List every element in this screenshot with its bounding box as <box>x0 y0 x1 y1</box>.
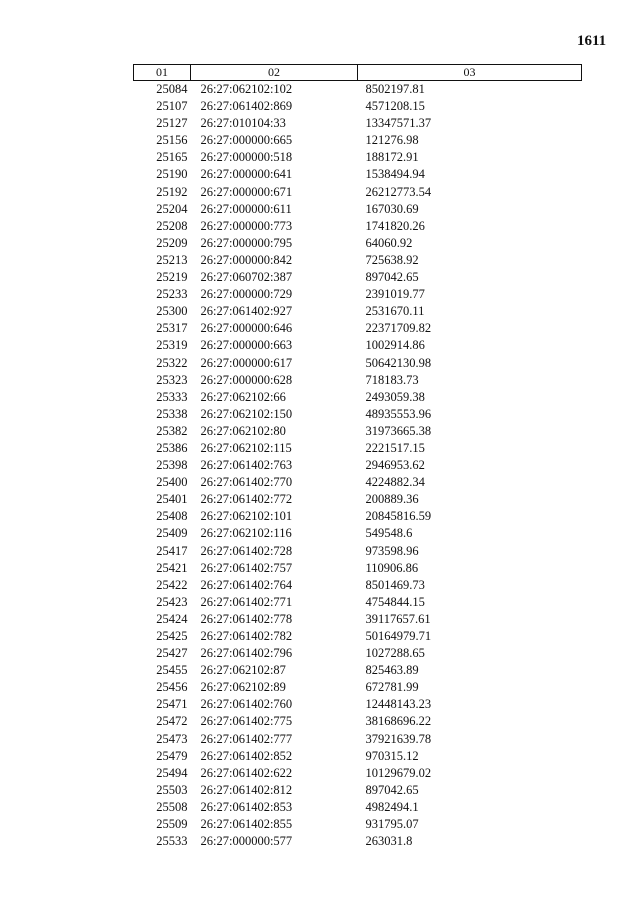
row-number-cell: 25421 <box>156 560 188 575</box>
table-row <box>134 611 582 628</box>
table-row <box>134 543 582 560</box>
row-number-cell: 25417 <box>156 543 188 558</box>
value-cell: 12448143.23 <box>365 697 432 712</box>
cadastral-number-cell: 26:27:061402:771 <box>200 594 293 609</box>
row-number-cell: 25400 <box>156 475 188 490</box>
table-row <box>134 98 582 115</box>
row-number-cell: 25233 <box>156 287 188 302</box>
cadastral-number-cell: 26:27:061402:763 <box>200 458 293 473</box>
row-number-cell: 25213 <box>156 252 188 267</box>
value-cell: 4982494.1 <box>365 799 419 814</box>
cadastral-number-cell: 26:27:000000:773 <box>200 218 293 233</box>
table-row <box>134 406 582 423</box>
value-cell: 4571208.15 <box>365 99 425 114</box>
row-number-cell: 25338 <box>156 406 188 421</box>
table-row <box>134 594 582 611</box>
value-cell: 718183.73 <box>365 372 419 387</box>
row-number-cell: 25471 <box>156 697 188 712</box>
page-number: 1611 <box>577 33 607 49</box>
value-cell: 4224882.34 <box>365 475 425 490</box>
value-cell: 825463.89 <box>365 663 419 678</box>
cadastral-number-cell: 26:27:000000:729 <box>200 287 293 302</box>
row-number-cell: 25456 <box>156 680 188 695</box>
cadastral-number-cell: 26:27:061402:782 <box>200 629 293 643</box>
cadastral-number-cell: 26:27:000000:646 <box>200 321 293 336</box>
table-row <box>134 201 582 218</box>
table-row <box>134 286 582 303</box>
row-number-cell: 25107 <box>156 99 188 114</box>
row-number-cell: 25382 <box>156 423 188 438</box>
data-table-container <box>133 64 581 850</box>
value-cell: 897042.65 <box>365 270 419 285</box>
table-row <box>134 252 582 269</box>
cadastral-number-cell: 26:27:000000:641 <box>200 167 293 182</box>
row-number-cell: 25509 <box>156 817 188 832</box>
row-number-cell: 25425 <box>156 629 188 643</box>
value-cell: 48935553.96 <box>365 406 432 421</box>
cadastral-number-cell: 26:27:010104:33 <box>200 116 286 131</box>
value-cell: 50164979.71 <box>365 629 432 643</box>
table-row <box>134 833 582 850</box>
table-body <box>134 81 582 851</box>
value-cell: 167030.69 <box>365 201 419 216</box>
table-row <box>134 799 582 816</box>
value-cell: 1027288.65 <box>365 646 425 661</box>
table-row <box>134 474 582 491</box>
cadastral-number-cell: 26:27:000000:611 <box>200 201 292 216</box>
column-header-02: 02 <box>191 65 358 81</box>
value-cell: 26212773.54 <box>365 184 432 199</box>
table-row <box>134 508 582 525</box>
row-number-cell: 25323 <box>156 372 188 387</box>
table-header <box>134 65 582 81</box>
cadastral-number-cell: 26:27:062102:115 <box>200 440 292 455</box>
cadastral-number-cell: 26:27:061402:778 <box>200 611 293 626</box>
row-number-cell: 25423 <box>156 594 188 609</box>
row-number-cell: 25319 <box>156 338 188 353</box>
cadastral-number-cell: 26:27:000000:663 <box>200 338 293 353</box>
cadastral-number-cell: 26:27:060702:387 <box>200 270 293 285</box>
value-cell: 200889.36 <box>365 492 419 507</box>
cadastral-number-cell: 26:27:061402:812 <box>200 782 293 797</box>
cadastral-number-cell: 26:27:000000:628 <box>200 372 293 387</box>
table-row <box>134 816 582 833</box>
row-number-cell: 25219 <box>156 270 188 285</box>
cadastral-number-cell: 26:27:062102:116 <box>200 526 292 541</box>
cadastral-number-cell: 26:27:062102:87 <box>200 663 286 678</box>
value-cell: 2946953.62 <box>365 458 425 473</box>
row-number-cell: 25472 <box>156 714 188 729</box>
table-row <box>134 337 582 354</box>
row-number-cell: 25409 <box>156 526 188 541</box>
table-row <box>134 372 582 389</box>
cadastral-number-cell: 26:27:000000:671 <box>200 184 293 199</box>
cadastral-number-cell: 26:27:061402:764 <box>200 577 293 592</box>
row-number-cell: 25084 <box>156 82 188 96</box>
table-row <box>134 166 582 183</box>
row-number-cell: 25208 <box>156 218 188 233</box>
table-row <box>134 81 582 99</box>
row-number-cell: 25398 <box>156 458 188 473</box>
value-cell: 39117657.61 <box>365 611 431 626</box>
column-header-03: 03 <box>358 65 582 81</box>
value-cell: 31973665.38 <box>365 423 432 438</box>
row-number-cell: 25192 <box>156 184 188 199</box>
value-cell: 2493059.38 <box>365 389 425 404</box>
row-number-cell: 25508 <box>156 799 188 814</box>
value-cell: 2391019.77 <box>365 287 425 302</box>
row-number-cell: 25533 <box>156 834 188 849</box>
value-cell: 20845816.59 <box>365 509 432 524</box>
data-table <box>133 64 582 850</box>
table-row <box>134 320 582 337</box>
value-cell: 37921639.78 <box>365 731 432 746</box>
row-number-cell: 25479 <box>156 748 188 763</box>
row-number-cell: 25156 <box>156 133 188 148</box>
cadastral-number-cell: 26:27:061402:770 <box>200 475 293 490</box>
cadastral-number-cell: 26:27:061402:777 <box>200 731 293 746</box>
value-cell: 970315.12 <box>365 748 419 763</box>
row-number-cell: 25422 <box>156 577 188 592</box>
value-cell: 8501469.73 <box>365 577 425 592</box>
cadastral-number-cell: 26:27:061402:775 <box>200 714 293 729</box>
value-cell: 1538494.94 <box>365 167 425 182</box>
table-row <box>134 235 582 252</box>
row-number-cell: 25204 <box>156 201 188 216</box>
cadastral-number-cell: 26:27:061402:852 <box>200 748 293 763</box>
table-row <box>134 628 582 645</box>
value-cell: 897042.65 <box>365 782 419 797</box>
row-number-cell: 25401 <box>156 492 188 507</box>
table-row <box>134 149 582 166</box>
cadastral-number-cell: 26:27:061402:869 <box>200 99 293 114</box>
cadastral-number-cell: 26:27:062102:89 <box>200 680 286 695</box>
value-cell: 1741820.26 <box>365 218 425 233</box>
row-number-cell: 25300 <box>156 304 188 319</box>
value-cell: 188172.91 <box>365 150 419 165</box>
table-row <box>134 184 582 201</box>
value-cell: 4754844.15 <box>365 594 425 609</box>
value-cell: 263031.8 <box>365 834 413 849</box>
table-row <box>134 577 582 594</box>
table-row <box>134 423 582 440</box>
table-row <box>134 355 582 372</box>
value-cell: 1002914.86 <box>365 338 425 353</box>
table-row <box>134 765 582 782</box>
cadastral-number-cell: 26:27:061402:728 <box>200 543 293 558</box>
row-number-cell: 25494 <box>156 765 188 780</box>
value-cell: 13347571.37 <box>365 116 432 131</box>
table-row <box>134 662 582 679</box>
cadastral-number-cell: 26:27:061402:772 <box>200 492 293 507</box>
row-number-cell: 25322 <box>156 355 188 370</box>
cadastral-number-cell: 26:27:061402:757 <box>200 560 293 575</box>
value-cell: 931795.07 <box>365 817 419 832</box>
table-row <box>134 645 582 662</box>
table-row <box>134 303 582 320</box>
value-cell: 121276.98 <box>365 133 419 148</box>
table-row <box>134 679 582 696</box>
row-number-cell: 25127 <box>156 116 188 131</box>
cadastral-number-cell: 26:27:061402:927 <box>200 304 293 319</box>
row-number-cell: 25455 <box>156 663 188 678</box>
value-cell: 8502197.81 <box>365 82 425 96</box>
table-row <box>134 440 582 457</box>
value-cell: 2221517.15 <box>365 440 425 455</box>
table-row <box>134 457 582 474</box>
cadastral-number-cell: 26:27:061402:853 <box>200 799 293 814</box>
value-cell: 38168696.22 <box>365 714 432 729</box>
cadastral-number-cell: 26:27:000000:842 <box>200 252 293 267</box>
cadastral-number-cell: 26:27:000000:617 <box>200 355 293 370</box>
cadastral-number-cell: 26:27:062102:150 <box>200 406 293 421</box>
table-row <box>134 748 582 765</box>
cadastral-number-cell: 26:27:062102:66 <box>200 389 286 404</box>
row-number-cell: 25427 <box>156 646 188 661</box>
cadastral-number-cell: 26:27:062102:102 <box>200 82 293 96</box>
row-number-cell: 25503 <box>156 782 188 797</box>
table-row <box>134 218 582 235</box>
value-cell: 549548.6 <box>365 526 413 541</box>
value-cell: 2531670.11 <box>365 304 425 319</box>
value-cell: 64060.92 <box>365 235 413 250</box>
value-cell: 725638.92 <box>365 252 419 267</box>
row-number-cell: 25333 <box>156 389 188 404</box>
table-row <box>134 132 582 149</box>
table-row <box>134 269 582 286</box>
row-number-cell: 25408 <box>156 509 188 524</box>
cadastral-number-cell: 26:27:062102:101 <box>200 509 293 524</box>
cadastral-number-cell: 26:27:061402:855 <box>200 817 293 832</box>
column-header-01: 01 <box>134 65 191 81</box>
value-cell: 110906.86 <box>365 560 419 575</box>
table-row <box>134 782 582 799</box>
table-row <box>134 389 582 406</box>
row-number-cell: 25424 <box>156 611 188 626</box>
table-header-row <box>134 65 582 81</box>
row-number-cell: 25317 <box>156 321 188 336</box>
value-cell: 10129679.02 <box>365 765 432 780</box>
cadastral-number-cell: 26:27:062102:80 <box>200 423 286 438</box>
cadastral-number-cell: 26:27:061402:760 <box>200 697 293 712</box>
table-row <box>134 115 582 132</box>
table-row <box>134 713 582 730</box>
table-row <box>134 525 582 542</box>
cadastral-number-cell: 26:27:061402:622 <box>200 765 293 780</box>
value-cell: 672781.99 <box>365 680 419 695</box>
cadastral-number-cell: 26:27:000000:795 <box>200 235 293 250</box>
row-number-cell: 25386 <box>156 440 188 455</box>
table-row <box>134 731 582 748</box>
cadastral-number-cell: 26:27:000000:665 <box>200 133 293 148</box>
value-cell: 50642130.98 <box>365 355 432 370</box>
cadastral-number-cell: 26:27:000000:518 <box>200 150 293 165</box>
row-number-cell: 25165 <box>156 150 188 165</box>
cadastral-number-cell: 26:27:061402:796 <box>200 646 293 661</box>
row-number-cell: 25209 <box>156 235 188 250</box>
row-number-cell: 25190 <box>156 167 188 182</box>
value-cell: 22371709.82 <box>365 321 432 336</box>
table-row <box>134 560 582 577</box>
table-row <box>134 696 582 713</box>
value-cell: 973598.96 <box>365 543 419 558</box>
row-number-cell: 25473 <box>156 731 188 746</box>
cadastral-number-cell: 26:27:000000:577 <box>200 834 293 849</box>
table-row <box>134 491 582 508</box>
